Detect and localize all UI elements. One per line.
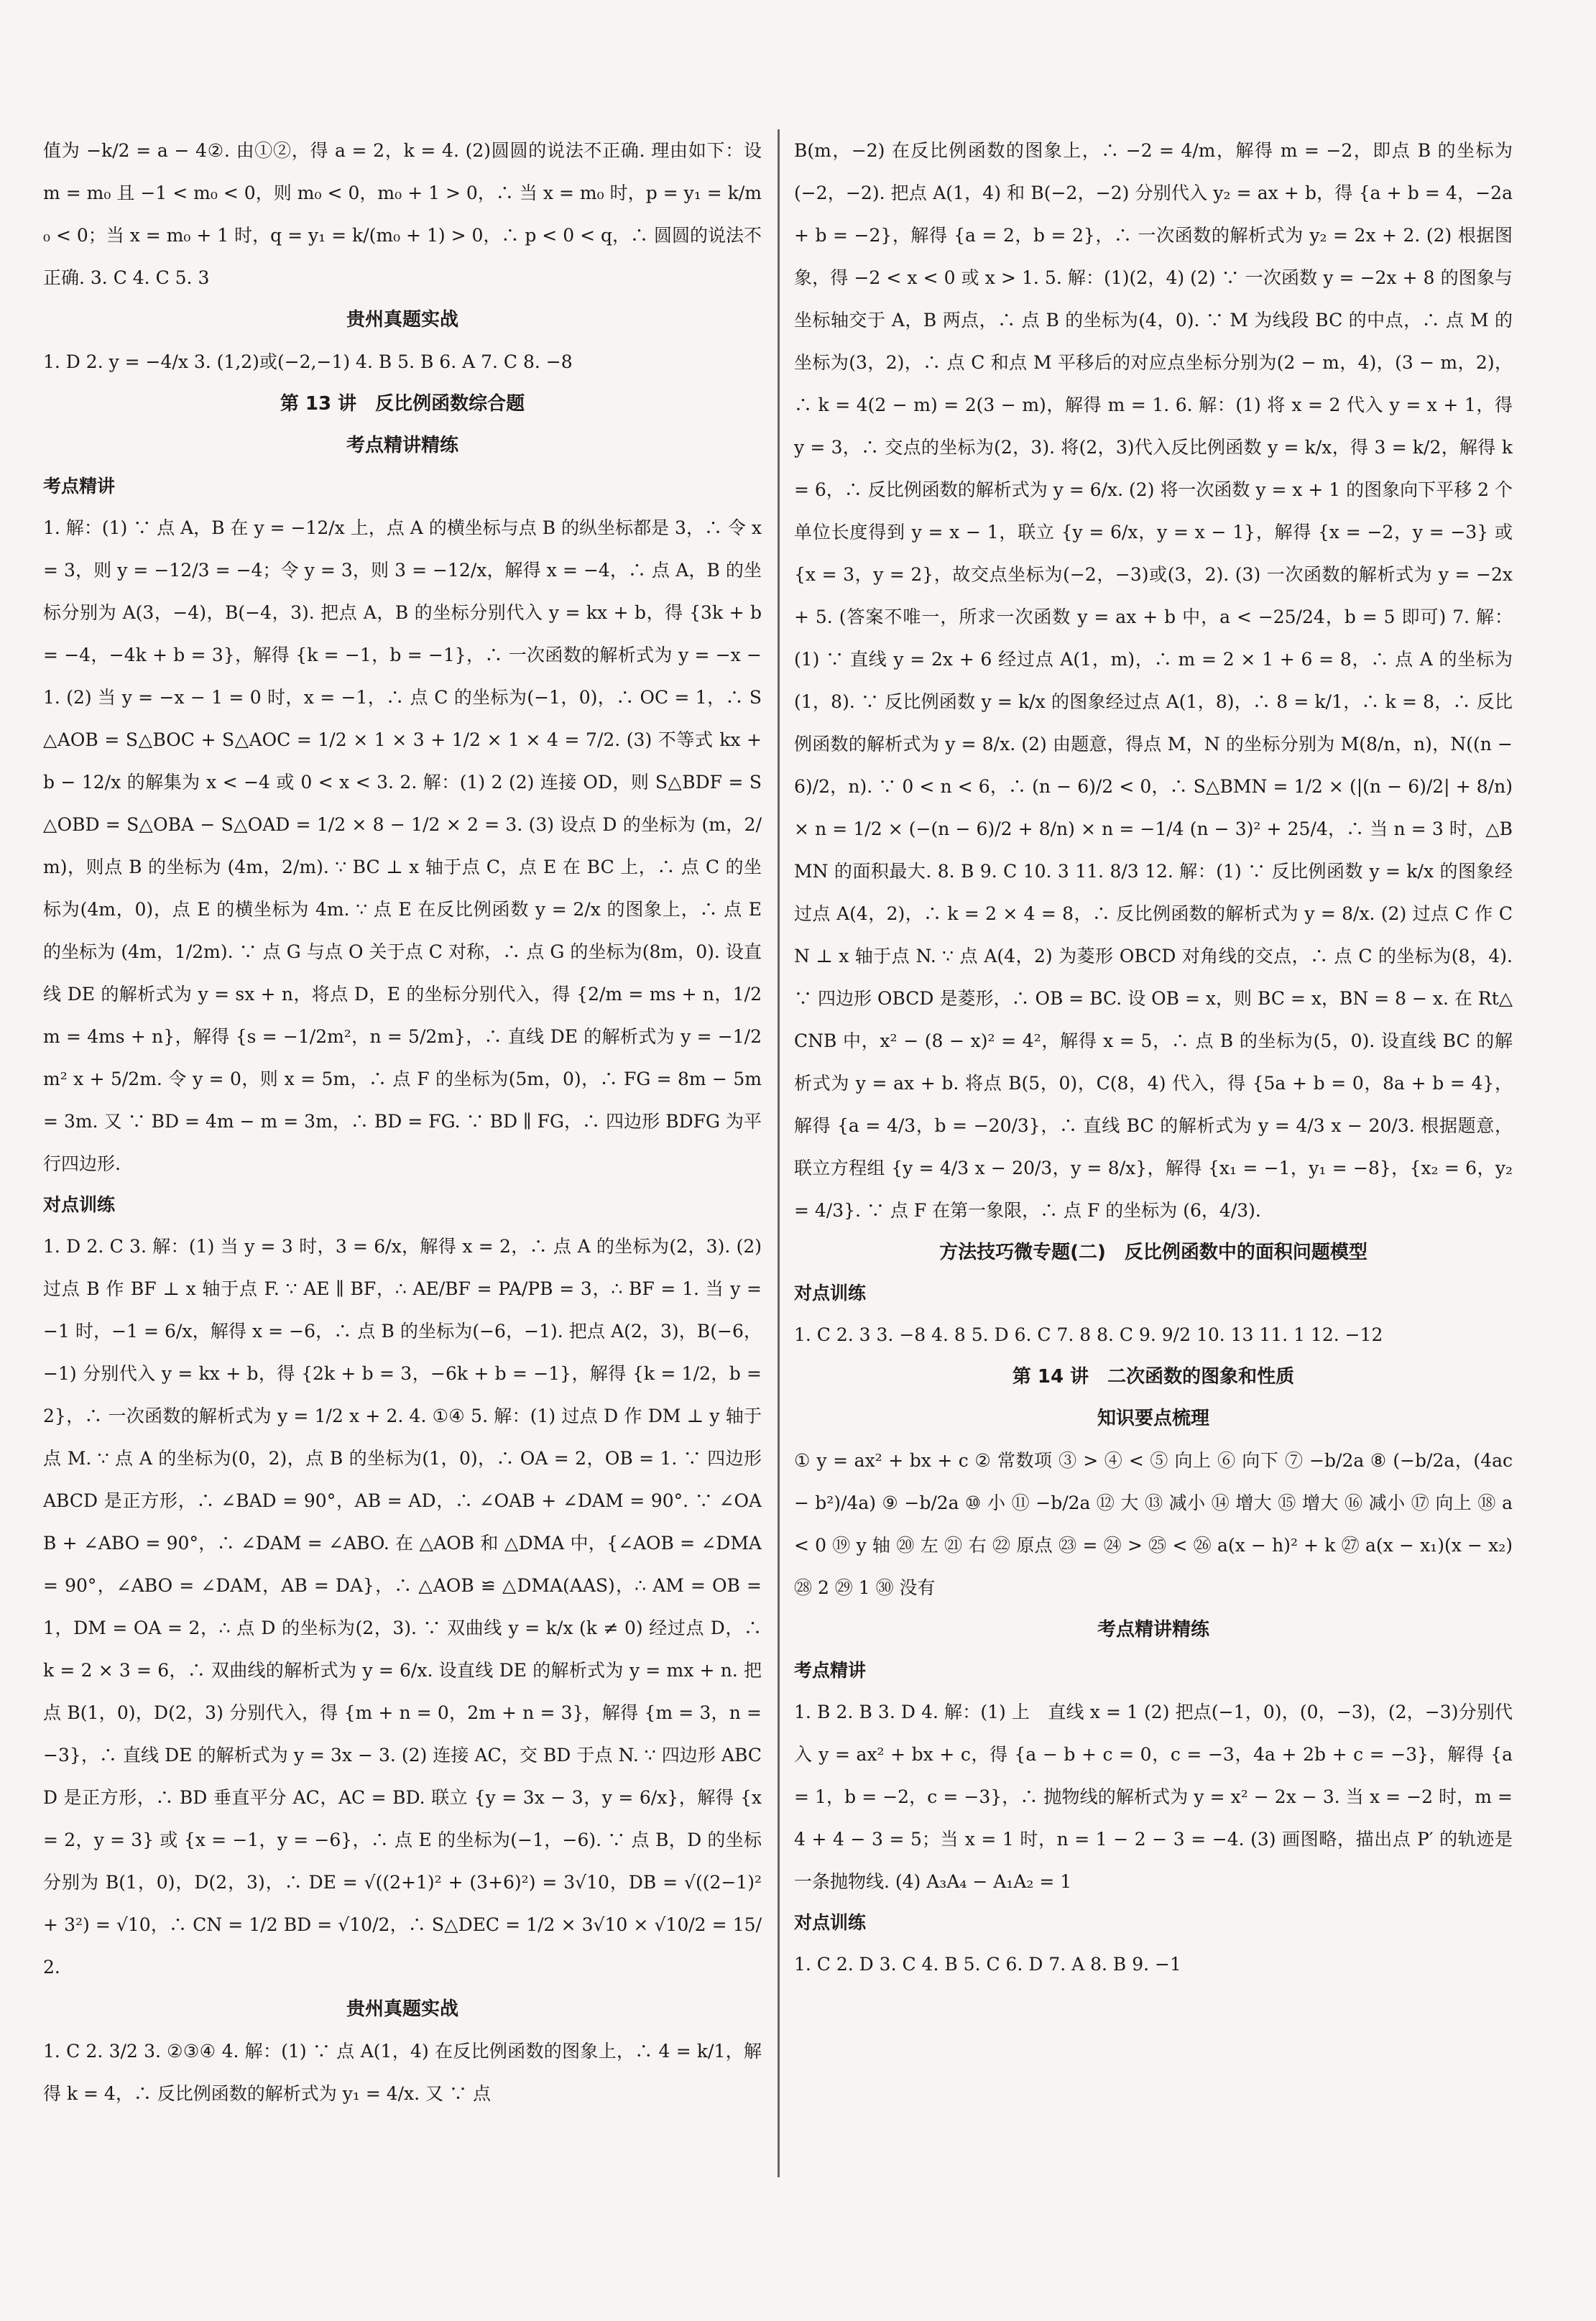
lecture-13-subtitle: 考点精讲精练 bbox=[346, 435, 458, 456]
intro-paragraph: 值为 −k/2 = a − 4②. 由①②，得 a = 2，k = 4. (2)圆圆的说法不正确. 理由如下：设 m = m₀ 且 −1 < m₀ < 0，则 m₀ < 0，m₀ + 1 > 0，∴ 当 x = m₀ 时，p = y₁ = k/m₀ < 0；当 x = m₀ + 1 时，q = y₁ = k/(m₀ + 1) > 0，∴ p < 0 < q，∴ 圆圆的说法不正确. 3. C 4. C 5. 3 bbox=[43, 140, 762, 288]
column-divider bbox=[778, 129, 780, 2177]
kaodian-14-solutions: 1. B 2. B 3. D 4. 解：(1) 上 直线 x = 1 (2) 把点(−1，0)，(0，−3)，(2，−3)分别代入 y = ax² + bx + c，得 {a − b + c = 0，c = −3，4a + 2b + c = −3}，解得 {a = 1，b = −2，c = −3}，∴ 抛物线的解析式为 y = x² − 2x − 3. 当 x = −2 时，m = 4 + 4 − 3 = 5；当 x = 1 时，n = 1 − 2 − 3 = −4. (3) 画图略，描出点 P′ 的轨迹是一条抛物线. (4) A₃A₄ − A₁A₂ = 1 bbox=[794, 1702, 1513, 1892]
guizhou-solutions-2: 1. C 2. 3/2 3. ②③④ 4. 解：(1) ∵ 点 A(1，4) 在反比例函数的图象上，∴ 4 = k/1，解得 k = 4，∴ 反比例函数的解析式为 y₁ = 4/x. 又 ∵ 点 bbox=[43, 2041, 762, 2104]
section-duidian-14: 对点训练 bbox=[794, 1912, 867, 1933]
section-kaodian-14: 考点精讲 bbox=[794, 1660, 867, 1681]
lecture-13-title: 第 13 讲 反比例函数综合题 bbox=[280, 393, 525, 415]
kaodian-solutions: 1. 解：(1) ∵ 点 A，B 在 y = −12/x 上，点 A 的横坐标与点 B 的纵坐标都是 3，∴ 令 x = 3，则 y = −12/3 = −4；令 y = 3，则 3 = −12/x，解得 x = −4，∴ 点 A，B 的坐标分别为 A(3，−4)，B(−4，3). 把点 A，B 的坐标分别代入 y = kx + b，得 {3k + b = −4，−4k + b = 3}，解得 {k = −1，b = −1}，∴ 一次函数的解析式为 y = −x − 1. (2) 当 y = −x − 1 = 0 时，x = −1，∴ 点 C 的坐标为(−1，0)，∴ OC = 1，∴ S△AOB = S△BOC + S△AOC = 1/2 × 1 × 3 + 1/2 × 1 × 4 = 7/2. (3) 不等式 kx + b − 12/x 的解集为 x < −4 或 0 < x < 3. 2. 解：(1) 2 (2) 连接 OD，则 S△BDF = S△OBD = S△OBA − S△OAD = 1/2 × 8 − 1/2 × 2 = 3. (3) 设点 D 的坐标为 (m，2/m)，则点 B 的坐标为 (4m，2/m). ∵ BC ⊥ x 轴于点 C，点 E 在 BC 上，∴ 点 C 的坐标为(4m，0)，点 E 的横坐标为 4m. ∵ 点 E 在反比例函数 y = 2/x 的图象上，∴ 点 E 的坐标为 (4m，1/2m). ∵ 点 G 与点 O 关于点 C 对称，∴ 点 G 的坐标为(8m，0). 设直线 DE 的解析式为 y = sx + n，将点 D，E 的坐标分别代入，得 {2/m = ms + n，1/2m = 4ms + n}，解得 {s = −1/2m²，n = 5/2m}，∴ 直线 DE 的解析式为 y = −1/2m² x + 5/2m. 令 y = 0，则 x = 5m，∴ 点 F 的坐标为(5m，0)，∴ FG = 8m − 5m = 3m. 又 ∵ BD = 4m − m = 3m，∴ BD = FG. ∵ BD ∥ FG，∴ 四边形 BDFG 为平行四边形. bbox=[43, 517, 762, 1174]
section-duidian: 对点训练 bbox=[43, 1194, 116, 1215]
method-topic-title: 方法技巧微专题(二) 反比例函数中的面积问题模型 bbox=[939, 1242, 1367, 1263]
duidian-solutions: 1. D 2. C 3. 解：(1) 当 y = 3 时，3 = 6/x，解得 x = 2，∴ 点 A 的坐标为(2，3). (2) 过点 B 作 BF ⊥ x 轴于点 F. ∵ AE ∥ BF，∴ AE/BF = PA/PB = 3，∴ BF = 1. 当 y = −1 时，−1 = 6/x，解得 x = −6，∴ 点 B 的坐标为(−6，−1). 把点 A(2，3)，B(−6，−1) 分别代入 y = kx + b，得 {2k + b = 3，−6k + b = −1}，解得 {k = 1/2，b = 2}，∴ 一次函数的解析式为 y = 1/2 x + 2. 4. ①④ 5. 解：(1) 过点 D 作 DM ⊥ y 轴于点 M. ∵ 点 A 的坐标为(0，2)，点 B 的坐标为(1，0)，∴ OA = 2，OB = 1. ∵ 四边形 ABCD 是正方形，∴ ∠BAD = 90°，AB = AD，∴ ∠OAB + ∠DAM = 90°. ∵ ∠OAB + ∠ABO = 90°，∴ ∠DAM = ∠ABO. 在 △AOB 和 △DMA 中，{∠AOB = ∠DMA = 90°，∠ABO = ∠DAM，AB = DA}，∴ △AOB ≌ △DMA(AAS)，∴ AM = OB = 1，DM = OA = 2，∴ 点 D 的坐标为(2，3). ∵ 双曲线 y = k/x (k ≠ 0) 经过点 D，∴ k = 2 × 3 = 6，∴ 双曲线的解析式为 y = 6/x. 设直线 DE 的解析式为 y = mx + n. 把点 B(1，0)，D(2，3) 分别代入，得 {m + n = 0，2m + n = 3}，解得 {m = 3，n = −3}，∴ 直线 DE 的解析式为 y = 3x − 3. (2) 连接 AC，交 BD 于点 N. ∵ 四边形 ABCD 是正方形，∴ BD 垂直平分 AC，AC = BD. 联立 {y = 3x − 3，y = 6/x}，解得 {x = 2，y = 3} 或 {x = −1，y = −6}，∴ 点 E 的坐标为(−1，−6). ∵ 点 B，D 的坐标分别为 B(1，0)，D(2，3)，∴ DE = √((2+1)² + (3+6)²) = 3√10，DB = √((2−1)² + 3²) = √10，∴ CN = 1/2 BD = √10/2，∴ S△DEC = 1/2 × 3√10 × √10/2 = 15/2. bbox=[43, 1236, 762, 1978]
knowledge-points: ① y = ax² + bx + c ② 常数项 ③ > ④ < ⑤ 向上 ⑥ 向下 ⑦ −b/2a ⑧ (−b/2a，(4ac − b²)/4a) ⑨ −b/2a ⑩ 小 ⑪ −b/2a ⑫ 大 ⑬ 减小 ⑭ 增大 ⑮ 增大 ⑯ 减小 ⑰ 向上 ⑱ a < 0 ⑲ y 轴 ⑳ 左 ㉑ 右 ㉒ 原点 ㉓ = ㉔ > ㉕ < ㉖ a(x − h)² + k ㉗ a(x − x₁)(x − x₂) ㉘ 2 ㉙ 1 ㉚ 没有 bbox=[794, 1450, 1513, 1598]
section-kaodian: 考点精讲 bbox=[43, 476, 116, 497]
duidian-14-answers: 1. C 2. D 3. C 4. B 5. C 6. D 7. A 8. B 9. −1 bbox=[794, 1954, 1181, 1975]
left-column bbox=[43, 129, 762, 2177]
method-answers: 1. C 2. 3 3. −8 4. 8 5. D 6. C 7. 8 8. C 9. 9/2 10. 13 11. 1 12. −12 bbox=[794, 1324, 1383, 1345]
right-column bbox=[794, 129, 1513, 2177]
lecture-14-subtitle-2: 考点精讲精练 bbox=[1097, 1619, 1209, 1641]
section-title-guizhou-2: 贵州真题实战 bbox=[346, 1998, 458, 2020]
method-section-duidian: 对点训练 bbox=[794, 1283, 867, 1303]
continued-solutions: B(m，−2) 在反比例函数的图象上，∴ −2 = 4/m，解得 m = −2，即点 B 的坐标为(−2，−2). 把点 A(1，4) 和 B(−2，−2) 分别代入 y₂ = ax + b，得 {a + b = 4，−2a + b = −2}，解得 {a = 2，b = 2}，∴ 一次函数的解析式为 y₂ = 2x + 2. (2) 根据图象，得 −2 < x < 0 或 x > 1. 5. 解：(1)(2，4) (2) ∵ 一次函数 y = −2x + 8 的图象与坐标轴交于 A，B 两点，∴ 点 B 的坐标为(4，0). ∵ M 为线段 BC 的中点，∴ 点 M 的坐标为(3，2)，∴ 点 C 和点 M 平移后的对应点坐标分别为(2 − m，4)，(3 − m，2)，∴ k = 4(2 − m) = 2(3 − m)，解得 m = 1. 6. 解：(1) 将 x = 2 代入 y = x + 1，得 y = 3，∴ 交点的坐标为(2，3). 将(2，3)代入反比例函数 y = k/x，得 3 = k/2，解得 k = 6，∴ 反比例函数的解析式为 y = 6/x. (2) 将一次函数 y = x + 1 的图象向下平移 2 个单位长度得到 y = x − 1，联立 {y = 6/x，y = x − 1}，解得 {x = −2，y = −3} 或 {x = 3，y = 2}，故交点坐标为(−2，−3)或(3，2). (3) 一次函数的解析式为 y = −2x + 5. (答案不唯一，所求一次函数 y = ax + b 中，a < −25/24，b = 5 即可) 7. 解：(1) ∵ 直线 y = 2x + 6 经过点 A(1，m)，∴ m = 2 × 1 + 6 = 8，∴ 点 A 的坐标为(1，8). ∵ 反比例函数 y = k/x 的图象经过点 A(1，8)，∴ 8 = k/1，∴ k = 8，∴ 反比例函数的解析式为 y = 8/x. (2) 由题意，得点 M，N 的坐标分别为 M(8/n，n)，N((n − 6)/2，n). ∵ 0 < n < 6，∴ (n − 6)/2 < 0，∴ S△BMN = 1/2 × (|(n − 6)/2| + 8/n) × n = 1/2 × (−(n − 6)/2 + 8/n) × n = −1/4 (n − 3)² + 25/4，∴ 当 n = 3 时，△BMN 的面积最大. 8. B 9. C 10. 3 11. 8/3 12. 解：(1) ∵ 反比例函数 y = k/x 的图象经过点 A(4，2)，∴ k = 2 × 4 = 8，∴ 反比例函数的解析式为 y = 8/x. (2) 过点 C 作 CN ⊥ x 轴于点 N. ∵ 点 A(4，2) 为菱形 OBCD 对角线的交点，∴ 点 C 的坐标为(8，4). ∵ 四边形 OBCD 是菱形，∴ OB = BC. 设 OB = x，则 BC = x，BN = 8 − x. 在 Rt△CNB 中，x² − (8 − x)² = 4²，解得 x = 5，∴ 点 B 的坐标为(5，0). 设直线 BC 的解析式为 y = ax + b. 将点 B(5，0)，C(8，4) 代入，得 {5a + b = 0，8a + b = 4}，解得 {a = 4/3，b = −20/3}，∴ 直线 BC 的解析式为 y = 4/3 x − 20/3. 根据题意，联立方程组 {y = 4/3 x − 20/3，y = 8/x}，解得 {x₁ = −1，y₁ = −8}，{x₂ = 6，y₂ = 4/3}. ∵ 点 F 在第一象限，∴ 点 F 的坐标为 (6，4/3). bbox=[794, 140, 1513, 1221]
lecture-14-subtitle: 知识要点梳理 bbox=[1097, 1408, 1209, 1429]
section-title-guizhou-1: 贵州真题实战 bbox=[346, 309, 458, 331]
lecture-14-title: 第 14 讲 二次函数的图象和性质 bbox=[1012, 1366, 1295, 1388]
guizhou-answers-1: 1. D 2. y = −4/x 3. (1,2)或(−2,−1) 4. B 5. B 6. A 7. C 8. −8 bbox=[43, 351, 573, 372]
